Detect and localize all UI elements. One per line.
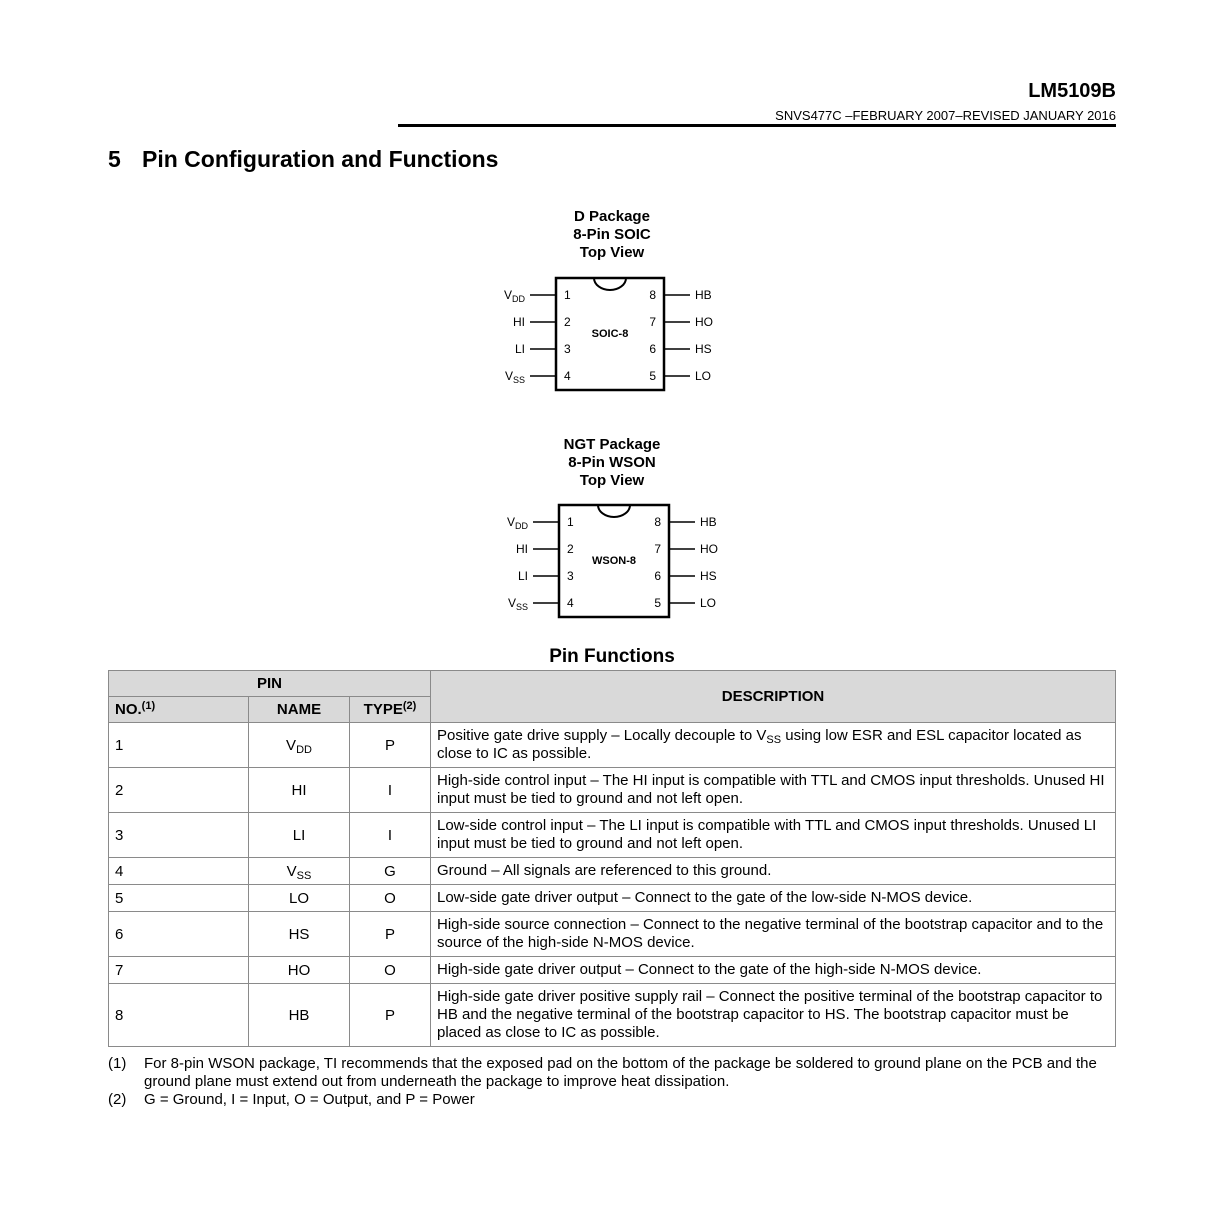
table-notes <box>108 1055 1116 1109</box>
pin-name-label: $V_{DD}$ <box>503 288 525 304</box>
pin-number-label: 5 <box>649 369 656 383</box>
pin-number-label: 1 <box>567 515 574 529</box>
package-title-line: 8-Pin SOIC <box>573 226 651 243</box>
pin1-notch <box>598 505 630 517</box>
section-title: Pin Configuration and Functions <box>142 146 499 172</box>
pin-name-label: LO <box>695 369 712 383</box>
pin-description: High-side source connection – Connect to the negative terminal of the bootstrap capacitor and to the source of the high-side N-MOS device. <box>431 912 1116 957</box>
pin-number-label: 1 <box>564 288 571 302</box>
pin-name-label: LI <box>517 569 528 583</box>
pin-name-label: HS <box>700 569 717 583</box>
pin-name: HB <box>249 984 350 1047</box>
package-body-label: WSON-8 <box>592 555 636 567</box>
pin-number-label: 2 <box>564 315 571 329</box>
pin-number-label: 8 <box>649 288 656 302</box>
pin-type: I <box>350 813 431 858</box>
pin-number: 2 <box>109 768 249 813</box>
pin-number: 3 <box>109 813 249 858</box>
description-header: DESCRIPTION <box>431 671 1116 723</box>
header-doc-line: SNVS477C –FEBRUARY 2007–REVISED JANUARY 2016 <box>775 108 1116 123</box>
wson-pinout-diagram <box>0 497 1224 637</box>
pin-name-label: LO <box>700 596 717 610</box>
pin-description: High-side gate driver positive supply rail – Connect the positive terminal of the bootstrap capacitor to HB and the negative terminal of the bootstrap capacitor to HS. The bootstrap capacitor must be placed as close to IC as possible. <box>431 984 1116 1047</box>
pin-number: 4 <box>109 858 249 885</box>
table-row <box>109 957 1116 984</box>
note-text: G = Ground, I = Input, O = Output, and P = Power <box>144 1091 475 1108</box>
pin-number-label: 3 <box>564 342 571 356</box>
pin-type: P <box>350 723 431 768</box>
pin-type: O <box>350 957 431 984</box>
note-2 <box>108 1091 1116 1109</box>
pin-number: 6 <box>109 912 249 957</box>
pin-name: HI <box>249 768 350 813</box>
pin-name: $V_{DD}$ <box>249 723 350 768</box>
table-row <box>109 813 1116 858</box>
package-title-line: 8-Pin WSON <box>568 454 656 471</box>
pin-functions-table <box>108 670 1116 1047</box>
pin-number: 1 <box>109 723 249 768</box>
table-row <box>109 912 1116 957</box>
note-mark: (2) <box>108 1091 127 1108</box>
pin-name: LO <box>249 885 350 912</box>
pin-type: P <box>350 912 431 957</box>
pin-description: Positive gate drive supply – Locally decouple to $V_{SS}$ using low ESR and ESL capacitor located as close to IC as possible. <box>431 723 1116 768</box>
package-body-label: SOIC-8 <box>591 328 629 340</box>
pin-name-label: HO <box>695 315 713 329</box>
pin-number: 8 <box>109 984 249 1047</box>
table-row <box>109 768 1116 813</box>
pin-number-label: 5 <box>654 596 661 610</box>
pin-name-label: LI <box>514 342 525 356</box>
note-text: For 8-pin WSON package, TI recommends that the exposed pad on the bottom of the package be soldered to ground plane on the PCB and the ground plane must extend out from underneath the package to improve heat dissipation. <box>144 1055 1097 1090</box>
note-mark: (1) <box>108 1055 127 1072</box>
header-part-number: LM5109B <box>1028 80 1116 102</box>
pin-number-label: 4 <box>564 369 571 383</box>
pin-name-label: HB <box>700 515 717 529</box>
pin-number-label: 7 <box>654 542 661 556</box>
pin-name: LI <box>249 813 350 858</box>
soic-package-title <box>512 208 712 262</box>
pin-name-label: $V_{SS}$ <box>504 369 525 385</box>
pin-name: HS <box>249 912 350 957</box>
pin-type: G <box>350 858 431 885</box>
no-header: NO.$^{(1)}$ <box>109 697 249 723</box>
pin-name-label: $V_{SS}$ <box>507 596 528 612</box>
pin-number-label: 2 <box>567 542 574 556</box>
pin-name: HO <box>249 957 350 984</box>
pin-name-label: HI <box>513 315 525 329</box>
pin-type: O <box>350 885 431 912</box>
pin-description: Ground – All signals are referenced to this ground. <box>431 858 1116 885</box>
pin-number: 7 <box>109 957 249 984</box>
pin-number-label: 4 <box>567 596 574 610</box>
section-heading <box>108 146 498 173</box>
package-title-line: Top View <box>579 472 645 489</box>
pin-number-label: 7 <box>649 315 656 329</box>
pin-number-label: 6 <box>649 342 656 356</box>
pin-number-label: 3 <box>567 569 574 583</box>
package-title-line: Top View <box>579 244 645 261</box>
wson-package-title <box>512 436 712 490</box>
pin-group-header: PIN <box>109 671 431 697</box>
pin-name-label: $V_{DD}$ <box>506 515 528 531</box>
type-header: TYPE$^{(2)}$ <box>350 697 431 723</box>
pin1-notch <box>594 278 626 290</box>
table-row <box>109 723 1116 768</box>
pin-number-label: 8 <box>654 515 661 529</box>
pin-number-label: 6 <box>654 569 661 583</box>
pin-number: 5 <box>109 885 249 912</box>
pin-description: Low-side gate driver output – Connect to the gate of the low-side N-MOS device. <box>431 885 1116 912</box>
pin-description: High-side gate driver output – Connect to the gate of the high-side N-MOS device. <box>431 957 1116 984</box>
table-row <box>109 984 1116 1047</box>
soic-pinout-diagram <box>0 270 1224 410</box>
table-row <box>109 858 1116 885</box>
table-title: Pin Functions <box>549 646 675 667</box>
package-title-line: NGT Package <box>563 436 661 453</box>
pin-type: I <box>350 768 431 813</box>
pin-name: $V_{SS}$ <box>249 858 350 885</box>
pin-description: Low-side control input – The LI input is compatible with TTL and CMOS input thresholds. Unused LI input must be tied to ground and not left open. <box>431 813 1116 858</box>
table-row <box>109 885 1116 912</box>
package-title-line: D Package <box>574 208 650 225</box>
note-1 <box>108 1055 1116 1091</box>
name-header: NAME <box>249 697 350 723</box>
pin-name-label: HB <box>695 288 712 302</box>
pin-name-label: HI <box>516 542 528 556</box>
pin-type: P <box>350 984 431 1047</box>
pin-name-label: HO <box>700 542 718 556</box>
pin-description: High-side control input – The HI input is compatible with TTL and CMOS input thresholds. Unused HI input must be tied to ground and not left open. <box>431 768 1116 813</box>
pin-name-label: HS <box>695 342 712 356</box>
section-number: 5 <box>108 146 121 172</box>
header-rule <box>398 124 1116 127</box>
